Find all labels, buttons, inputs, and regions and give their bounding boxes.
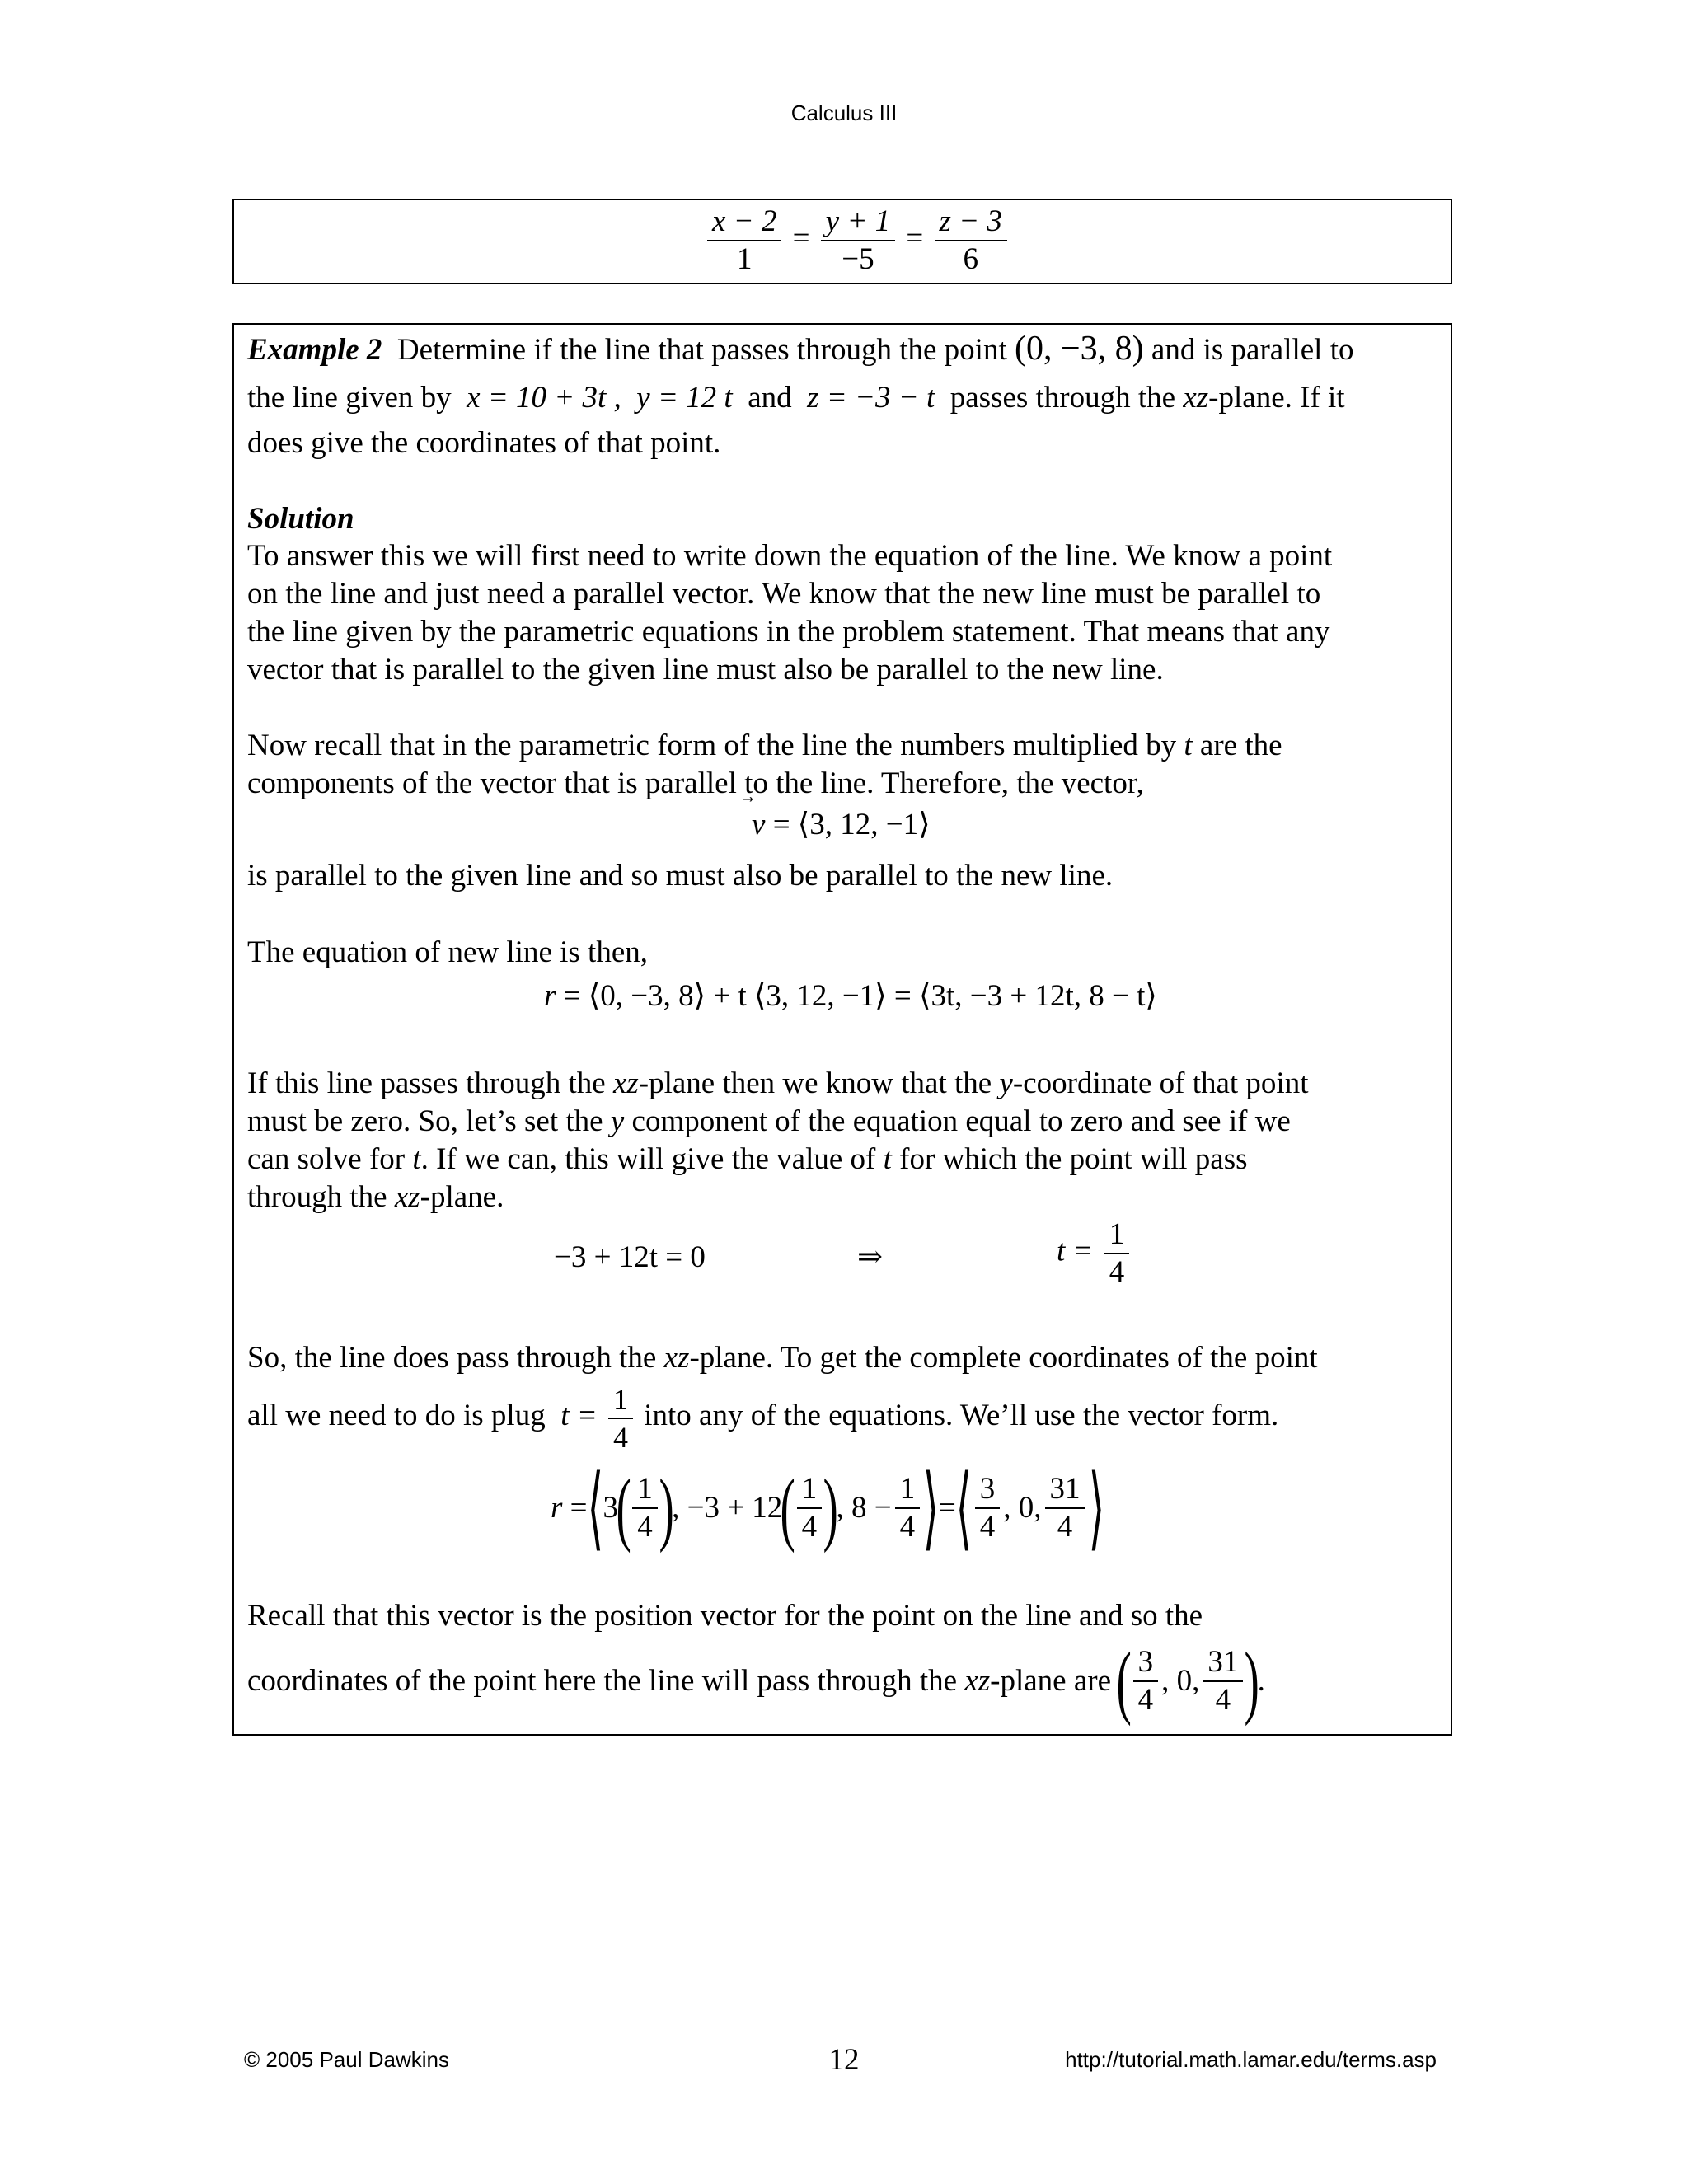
fraction-z: $\frac{z - 3}{6}$ [935,204,1007,278]
footer-url[interactable]: http://tutorial.math.lamar.edu/terms.asp [1065,2047,1437,2072]
example-line-2: the line given by x = 10 + 3t , y = 12 t and z = −3 − t passes through the xz-plane. If it [247,381,1345,415]
symmetric-equations-box [232,199,1452,284]
para1-line4: vector that is parallel to the given line must also be parallel to the new line. [247,653,1164,687]
symmetric-equations: $\frac{x - 2}{1}$ = $\frac{y + 1}{-5}$ = $\frac{z - 3}{6}$ [704,204,1010,278]
para1-line3: the line given by the parametric equations in the problem statement. That means that any [247,615,1330,649]
para4-line1: If this line passes through the xz-plane then we know that the y-coordinate of that point [247,1066,1309,1100]
para2-line2: components of the vector that is parallel to the line. Therefore, the vector, [247,766,1144,800]
example-line-3: does give the coordinates of that point. [247,426,721,460]
running-head: Calculus III [790,101,898,125]
fraction-x: $\frac{x - 2}{1}$ [707,204,781,278]
point: (0, −3, 8) [1015,330,1144,368]
para4-line3: can solve for t. If we can, this will give the value of t for which the point will pass [247,1142,1248,1176]
para3: The equation of new line is then, [247,935,649,969]
para1-line1: To answer this we will first need to write down the equation of the line. We know a point [247,539,1333,573]
solve-equation: −3 + 12t = 0 [554,1240,706,1274]
para6-line2: coordinates of the point here the line will pass through the xz -plane are ( $\frac{3}{4}$ , 0, $\frac{31}{4}$ ) . [247,1635,1265,1727]
vector-v-equation: v = ⟨3, 12, −1⟩ [752,808,931,841]
implies-arrow: ⇒ [857,1240,884,1274]
para1-line2: on the line and just need a parallel vector. We know that the new line must be parallel to [247,577,1321,611]
example-line-1: Example 2 Determine if the line that passes through the point (0, −3, 8) and is parallel to [247,330,1354,368]
para4-line4: through the xz-plane. [247,1180,504,1214]
example-label: Example 2 [247,333,382,367]
page-number: 12 [828,2043,860,2077]
solution-heading: Solution [247,502,354,536]
final-vector-equation: r = ⟨ 3 ( $\frac{1}{4}$ ) , −3 + 12 ( $\frac{1}{4}$ ) , 8 − $\frac{1}{4}$ ⟩ = ⟨ $\frac{3}{4}$ , 0, $\frac{31}{4}$ ⟩ [551,1458,1104,1558]
para5-line2: all we need to do is plug t = $\frac{1}{4}$ into any of the equations. We’ll use the vector form. [247,1382,1279,1454]
para2-line1: Now recall that in the parametric form of the line the numbers multiplied by t are the [247,729,1282,762]
para4-line2: must be zero. So, let’s set the y component of the equation equal to zero and see if we [247,1104,1291,1138]
para2-line3: is parallel to the given line and so must also be parallel to the new line. [247,859,1114,893]
solve-result: t = $\frac{1}{4}$ [1057,1216,1132,1291]
footer-copyright: © 2005 Paul Dawkins [244,2047,449,2072]
fraction-y: $\frac{y + 1}{-5}$ [821,204,895,278]
para5-line1: So, the line does pass through the xz-plane. To get the complete coordinates of the point [247,1341,1318,1375]
line-vector-equation: r = ⟨0, −3, 8⟩ + t ⟨3, 12, −1⟩ = ⟨3t, −3 + 12t, 8 − t⟩ [544,979,1157,1013]
para6-line1: Recall that this vector is the position vector for the point on the line and so the [247,1599,1203,1633]
